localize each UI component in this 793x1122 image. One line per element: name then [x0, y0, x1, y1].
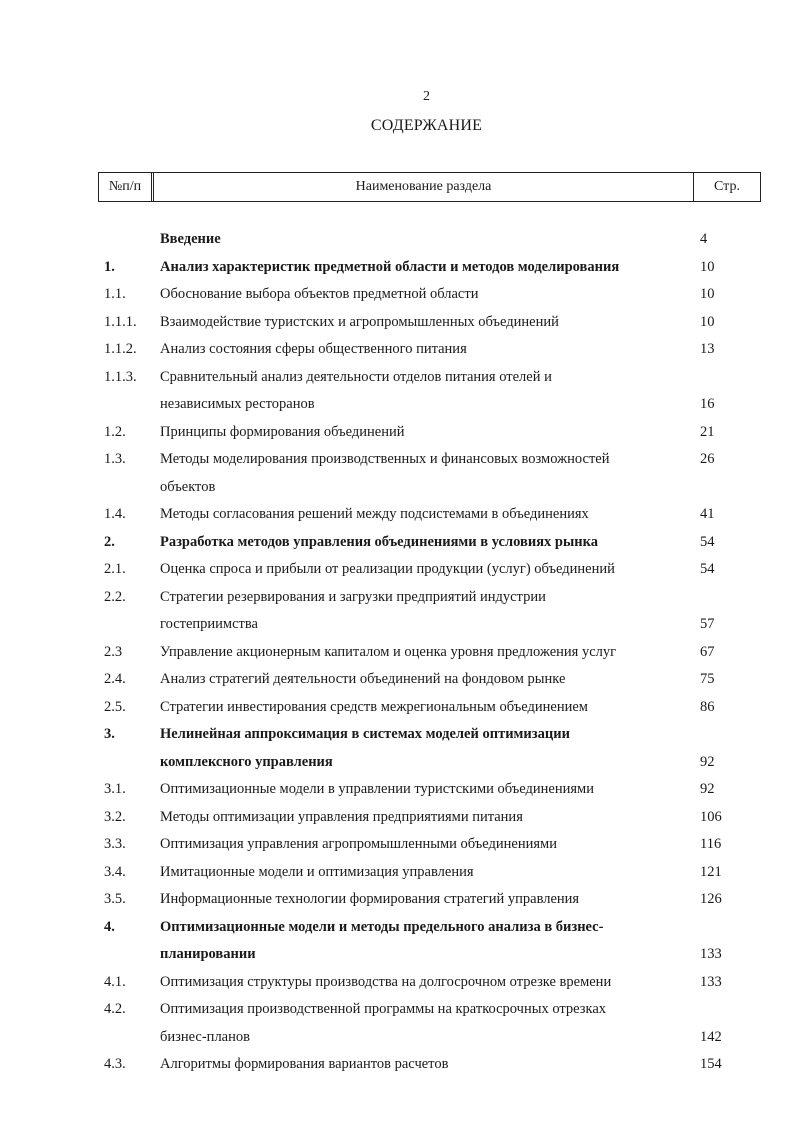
toc-row-page: 86 — [700, 698, 715, 715]
toc-row — [0, 336, 793, 363]
toc-row — [0, 996, 793, 1023]
toc-row-page: 121 — [700, 863, 722, 880]
toc-row-title: Оптимизационные модели в управлении туристскими объединениями — [160, 781, 594, 797]
toc-row-title: Информационные технологии формирования стратегий управления — [160, 891, 580, 907]
toc-row-title: комплексного управления — [160, 753, 333, 770]
toc-row — [0, 666, 793, 693]
toc-row-title: Анализ характеристик предметной области и методов моделирования — [160, 258, 620, 275]
toc-row-page: 92 — [700, 753, 715, 770]
toc-row-page: 16 — [700, 396, 715, 412]
toc-row-page: 26 — [700, 451, 715, 467]
toc-row — [0, 364, 793, 391]
toc-row-number: 3.3. — [104, 836, 126, 852]
toc-row-number: 2.2. — [104, 588, 126, 605]
toc-row — [0, 391, 793, 418]
toc-row-title: бизнес-планов — [160, 1028, 250, 1045]
toc-row-page: 133 — [700, 973, 722, 990]
toc-row-title: Методы оптимизации управления предприятиями питания — [160, 808, 523, 825]
toc-row — [0, 529, 793, 556]
header-page-column: Стр. — [714, 179, 740, 194]
toc-row-page: 116 — [700, 836, 722, 852]
toc-row-title: Сравнительный анализ деятельности отделов питания отелей и — [160, 368, 552, 385]
toc-row-page: 142 — [700, 1028, 722, 1045]
toc-row — [0, 831, 793, 858]
toc-row-title: Взаимодействие туристских и агропромышленных объединений — [160, 313, 559, 330]
toc-row-title: Принципы формирования объединений — [160, 423, 405, 440]
toc-row-number: 2.4. — [104, 671, 126, 687]
toc-row — [0, 474, 793, 501]
toc-row-page: 126 — [700, 891, 722, 907]
toc-row-number: 1.4. — [104, 506, 126, 522]
toc-row — [0, 721, 793, 748]
toc-row-page: 67 — [700, 643, 715, 660]
toc-row — [0, 254, 793, 281]
toc-row-number: 2.3 — [104, 643, 123, 660]
toc-row-number: 3. — [104, 726, 115, 742]
toc-row-page: 4 — [700, 231, 708, 247]
toc-row — [0, 859, 793, 886]
toc-row-page: 154 — [700, 1056, 722, 1072]
toc-row-number: 3.1. — [104, 781, 126, 797]
toc-row-page: 54 — [700, 533, 715, 550]
toc-row-title: Обоснование выбора объектов предметной области — [160, 286, 479, 302]
toc-row — [0, 914, 793, 941]
toc-row-number: 1.1.3. — [104, 368, 137, 385]
toc-row-page: 10 — [700, 286, 715, 302]
toc-row-number: 1. — [104, 258, 115, 275]
toc-row-title: Анализ стратегий деятельности объединений на фондовом рынке — [160, 671, 566, 687]
toc-row — [0, 694, 793, 721]
toc-row-number: 3.5. — [104, 891, 126, 907]
toc-row — [0, 611, 793, 638]
toc-row-number: 1.1.2. — [104, 341, 137, 357]
toc-row — [0, 639, 793, 666]
toc-row-title: Алгоритмы формирования вариантов расчетов — [160, 1056, 449, 1072]
toc-row — [0, 749, 793, 776]
toc-row — [0, 1051, 793, 1078]
toc-row-title: объектов — [160, 478, 216, 495]
toc-row — [0, 419, 793, 446]
toc-row-number: 2.5. — [104, 698, 126, 715]
toc-row-title: Стратегии резервирования и загрузки предприятий индустрии — [160, 588, 546, 605]
toc-row-title: Методы согласования решений между подсистемами в объединениях — [160, 506, 589, 522]
toc-row-title: Имитационные модели и оптимизация управления — [160, 863, 474, 880]
toc-row — [0, 501, 793, 528]
toc-row-number: 2.1. — [104, 561, 126, 577]
toc-row-title: Методы моделирования производственных и финансовых возможностей — [160, 451, 610, 467]
toc-row-page: 54 — [700, 561, 715, 577]
toc-row — [0, 446, 793, 473]
toc-header-table — [98, 172, 761, 202]
toc-row-page: 75 — [700, 671, 715, 687]
toc-row-title: Оптимизация управления агропромышленными объединениями — [160, 836, 557, 852]
toc-row-page: 10 — [700, 313, 715, 330]
toc-row-title: Оценка спроса и прибыли от реализации продукции (услуг) объединений — [160, 561, 615, 577]
toc-row — [0, 969, 793, 996]
toc-row-number: 4. — [104, 918, 115, 935]
toc-row-page: 133 — [700, 946, 722, 962]
toc-row — [0, 886, 793, 913]
toc-row-number: 1.1.1. — [104, 313, 137, 330]
toc-row-title: Стратегии инвестирования средств межрегиональным объединением — [160, 698, 588, 715]
toc-row-title: Разработка методов управления объединениями в условиях рынка — [160, 533, 599, 550]
toc-row-page: 13 — [700, 341, 715, 357]
toc-row-page: 10 — [700, 258, 715, 275]
toc-row-page: 21 — [700, 423, 715, 440]
toc-row-number: 1.3. — [104, 451, 126, 467]
toc-row-number: 4.1. — [104, 973, 126, 990]
document-title: СОДЕРЖАНИЕ — [370, 117, 483, 134]
toc-row-title: Введение — [160, 231, 221, 247]
toc-row — [0, 804, 793, 831]
toc-row-number: 4.3. — [104, 1056, 126, 1072]
toc-row-number: 4.2. — [104, 1001, 126, 1017]
toc-row-number: 1.1. — [104, 286, 126, 302]
toc-row — [0, 226, 793, 253]
toc-row-number: 2. — [104, 533, 115, 550]
toc-row-title: Анализ состояния сферы общественного питания — [160, 341, 467, 357]
toc-row — [0, 309, 793, 336]
toc-row-title: Оптимизация производственной программы на краткосрочных отрезках — [160, 1001, 607, 1017]
toc-row — [0, 584, 793, 611]
toc-row-page: 41 — [700, 506, 715, 522]
toc-row-page: 92 — [700, 781, 715, 797]
toc-row-title: гостеприимства — [160, 616, 258, 632]
toc-row-page: 106 — [700, 808, 722, 825]
page-number: 2 — [423, 89, 430, 104]
toc-row-number: 3.4. — [104, 863, 126, 880]
toc-row-number: 3.2. — [104, 808, 126, 825]
header-section-column: Наименование раздела — [154, 173, 694, 201]
toc-row — [0, 776, 793, 803]
header-number-column: №п/п — [99, 173, 154, 201]
toc-row — [0, 281, 793, 308]
toc-row-title: независимых ресторанов — [160, 396, 315, 412]
toc-row-page: 57 — [700, 616, 715, 632]
toc-row — [0, 1024, 793, 1051]
toc-row-title: Оптимизационные модели и методы предельного анализа в бизнес- — [160, 918, 604, 935]
toc-row — [0, 556, 793, 583]
toc-row-title: Оптимизация структуры производства на долгосрочном отрезке времени — [160, 973, 612, 990]
toc-row — [0, 941, 793, 968]
toc-row-title: Управление акционерным капиталом и оценка уровня предложения услуг — [160, 643, 617, 660]
toc-row-title: планировании — [160, 946, 256, 962]
toc-row-number: 1.2. — [104, 423, 126, 440]
toc-row-title: Нелинейная аппроксимация в системах моделей оптимизации — [160, 726, 570, 742]
